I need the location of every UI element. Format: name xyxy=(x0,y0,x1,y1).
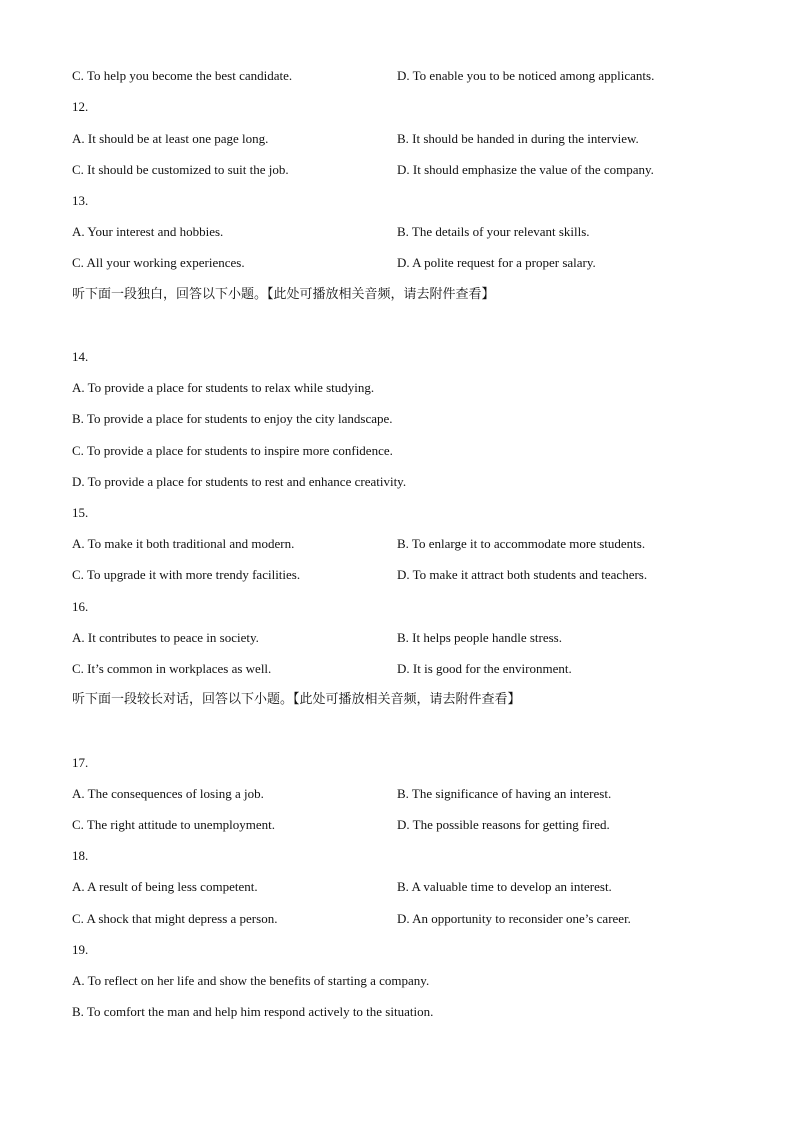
line-4: B. It should be handed in during the interview. xyxy=(397,131,639,146)
line-13: 14. xyxy=(72,349,89,364)
line-30: A. The consequences of losing a job. xyxy=(72,786,264,801)
line-27: D. It is good for the environment. xyxy=(397,661,572,676)
line-10: C. All your working experiences. xyxy=(72,255,245,270)
line-1: D. To enable you to be noticed among applicants. xyxy=(397,68,655,83)
line-24: A. It contributes to peace in society. xyxy=(72,630,259,645)
line-11: D. A polite request for a proper salary. xyxy=(397,255,596,270)
line-8: A. Your interest and hobbies. xyxy=(72,224,224,239)
section-heading-monologue: 听下面一段独白，回答以下小题。【此处可播放相关音频，请去附件查看】 xyxy=(72,287,495,302)
line-3: A. It should be at least one page long. xyxy=(72,131,269,146)
line-26: C. It’s common in workplaces as well. xyxy=(72,661,272,676)
line-18: 15. xyxy=(72,505,89,520)
line-14: A. To provide a place for students to relax while studying. xyxy=(72,380,375,395)
line-31: B. The significance of having an interest. xyxy=(397,786,612,801)
line-32: C. The right attitude to unemployment. xyxy=(72,817,276,832)
line-16: C. To provide a place for students to inspire more confidence. xyxy=(72,443,393,458)
line-0: C. To help you become the best candidate. xyxy=(72,68,293,83)
line-33: D. The possible reasons for getting fired. xyxy=(397,817,610,832)
line-19: A. To make it both traditional and modern. xyxy=(72,536,295,551)
line-29: 17. xyxy=(72,755,89,770)
line-25: B. It helps people handle stress. xyxy=(397,630,562,645)
line-9: B. The details of your relevant skills. xyxy=(397,224,590,239)
line-6: D. It should emphasize the value of the company. xyxy=(397,162,654,177)
line-36: B. A valuable time to develop an interest. xyxy=(397,879,612,894)
line-7: 13. xyxy=(72,193,89,208)
section-heading-dialogue: 听下面一段较长对话，回答以下小题。【此处可播放相关音频，请去附件查看】 xyxy=(72,692,521,707)
line-17: D. To provide a place for students to rest and enhance creativity. xyxy=(72,474,407,489)
line-15: B. To provide a place for students to enjoy the city landscape. xyxy=(72,411,393,426)
line-20: B. To enlarge it to accommodate more students. xyxy=(397,536,646,551)
line-38: D. An opportunity to reconsider one’s career. xyxy=(397,911,631,926)
line-40: A. To reflect on her life and show the benefits of starting a company. xyxy=(72,973,430,988)
line-5: C. It should be customized to suit the job. xyxy=(72,162,289,177)
line-21: C. To upgrade it with more trendy facilities. xyxy=(72,567,301,582)
line-37: C. A shock that might depress a person. xyxy=(72,911,278,926)
line-22: D. To make it attract both students and teachers. xyxy=(397,567,648,582)
line-2: 12. xyxy=(72,99,89,114)
line-35: A. A result of being less competent. xyxy=(72,879,258,894)
line-41: B. To comfort the man and help him respond actively to the situation. xyxy=(72,1004,434,1019)
line-39: 19. xyxy=(72,942,89,957)
line-34: 18. xyxy=(72,848,89,863)
line-23: 16. xyxy=(72,599,89,614)
